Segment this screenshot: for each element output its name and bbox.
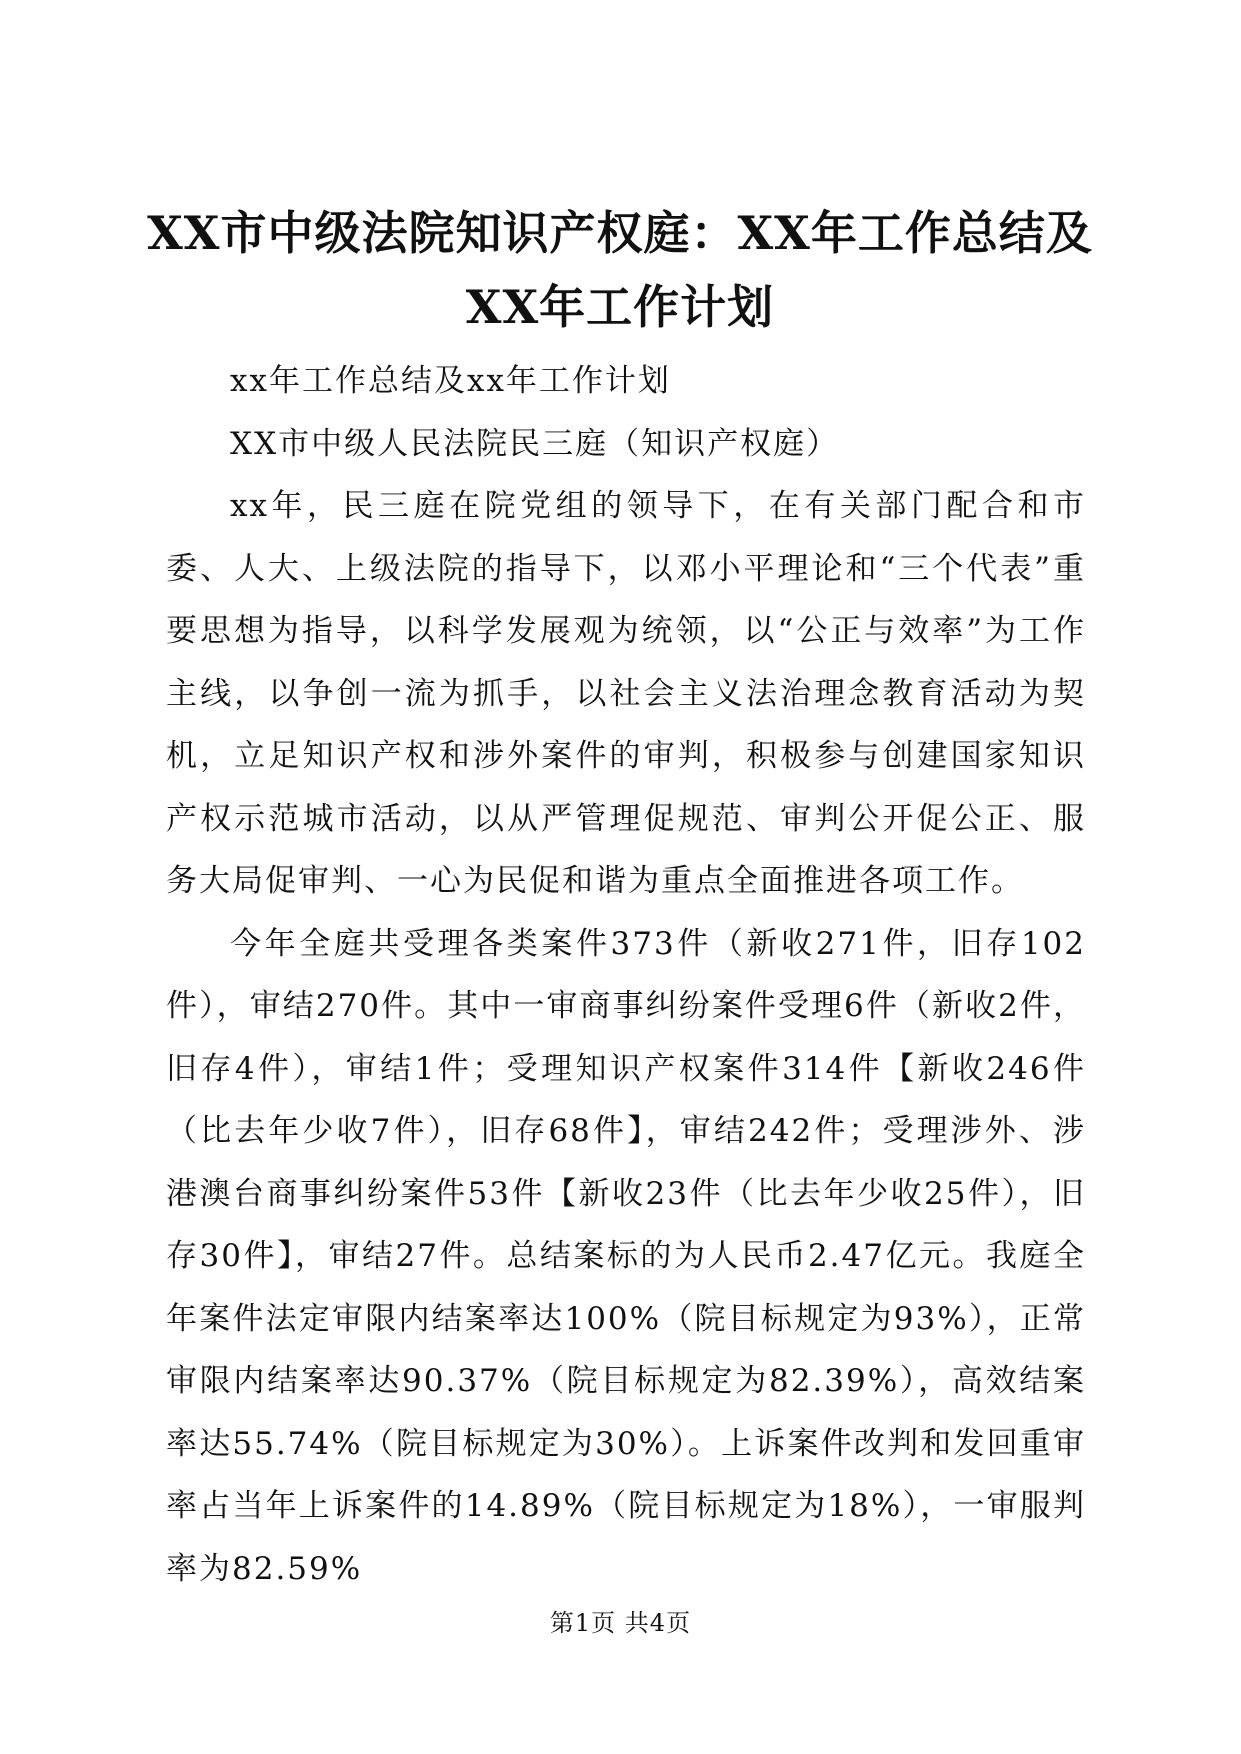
intro-paragraph: xx年，民三庭在院党组的领导下，在有关部门配合和市委、人大、上级法院的指导下，以邓小平理论和“三个代表”重要思想为指导，以科学发展观为统领，以“公正与效率”为工作主线，以争创一流为抓手，以社会主义法治理念教育活动为契机，立足知识产权和涉外案件的审判，积极参与创建国家知识产权示范城市活动，以从严管理促规范、审判公开促公正、服务大局促审判、一心为民促和谐为重点全面推进各项工作。 [166,488,1086,899]
statistics-paragraph: 今年全庭共受理各类案件373件（新收271件，旧存102件），审结270件。其中一审商事纠纷案件受理6件（新收2件，旧存4件），审结1件；受理知识产权案件314件【新收246件（比去年少收7件），旧存68件】，审结242件；受理涉外、涉港澳台商事纠纷案件53件【新收23件（比去年少收25件），旧存30件】，审结27件。总结案标的为人民币2.47亿元。我庭全年案件法定审限内结案率达100%（院目标规定为93%），正常审限内结案率达90.37%（院目标规定为82.39%），高效结案率达55.74%（院目标规定为30%）。上诉案件改判和发回重审率占当年上诉案件的14.89%（院目标规定为18%），一审服判率为82.59% [166,925,1086,1587]
page-number-footer: 第1页 共4页 [549,1609,692,1637]
subtitle-paragraph: xx年工作总结及xx年工作计划 [230,363,671,399]
document-title [130,196,1110,344]
document-body [166,350,1086,1600]
title-line-2: XX年工作计划 [465,280,775,334]
title-line-1: XX市中级法院知识产权庭：XX年工作总结及 [147,206,1093,260]
department-paragraph: XX市中级人民法院民三庭（知识产权庭） [230,425,840,462]
